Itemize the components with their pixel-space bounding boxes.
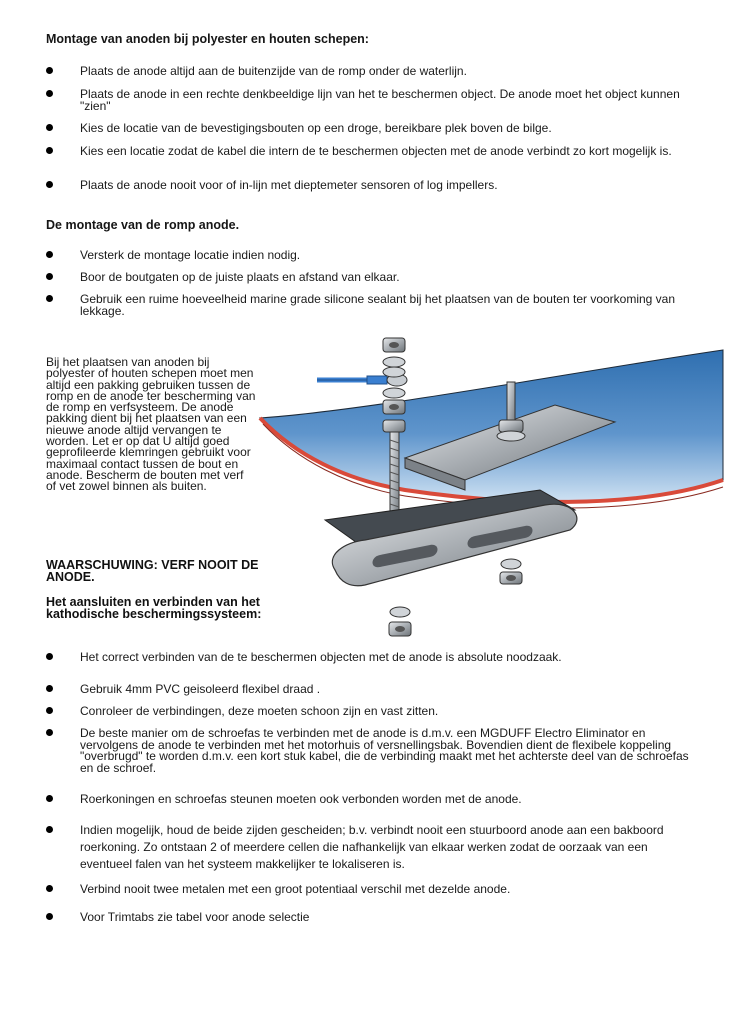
list-item: Kies de locatie van de bevestigingsbouten op een droge, bereikbare plek boven de bilge. [46, 123, 696, 146]
bullet-icon [46, 124, 53, 131]
bullet-icon [46, 67, 53, 74]
bullet-list-kathodisch [46, 652, 696, 934]
list-item: Boor de boutgaten op de juiste plaats en afstand van elkaar. [46, 272, 696, 294]
section-heading-polyester: Montage van anoden bij polyester en houten schepen: [46, 32, 369, 46]
bullet-icon [46, 826, 53, 833]
section-heading-romp-anode: De montage van de romp anode. [46, 218, 240, 232]
list-item: Kies een locatie zodat de kabel die intern de te beschermen objecten met de anode verbindt zo kort mogelijk is. [46, 146, 696, 180]
bullet-list-polyester [46, 66, 696, 203]
list-item: Versterk de montage locatie indien nodig. [46, 250, 696, 272]
list-item: Conroleer de verbindingen, deze moeten schoon zijn en vast zitten. [46, 706, 696, 728]
warning-text: WAARSCHUWING: VERF NOOIT DE ANODE. [46, 558, 259, 584]
anode-mounting-illustration [255, 330, 725, 645]
bullet-icon [46, 885, 53, 892]
bullet-icon [46, 181, 53, 188]
section-heading-kathodisch: Het aansluiten en verbinden van het kathodische beschermingssysteem: [46, 595, 262, 621]
bullet-icon [46, 729, 53, 736]
list-item: Het correct verbinden van de te beschermen objecten met de anode is absolute noodzaak. [46, 652, 696, 684]
bullet-icon [46, 251, 53, 258]
list-item: Voor Trimtabs zie tabel voor anode selectie [46, 912, 696, 934]
bullet-icon [46, 295, 53, 302]
bullet-icon [46, 147, 53, 154]
bullet-icon [46, 273, 53, 280]
bullet-icon [46, 707, 53, 714]
list-item: De beste manier om de schroefas te verbinden met de anode is d.m.v. een MGDUFF Electro Eliminator en vervolgens de anode te verbinden met het motorhuis of versnellingsbak. Bovendien dient de flexibele koppeling "overbrugd" te worden d.m.v. een kort stuk kabel, die de verbinding maakt met het achterste deel van de schroefas en de schroef. [46, 728, 696, 794]
list-item: Gebruik 4mm PVC geisoleerd flexibel draad . [46, 684, 696, 706]
bullet-icon [46, 913, 53, 920]
list-item: Plaats de anode in een rechte denkbeeldige lijn van het te beschermen object. De anode moet het object kunnen "zien" [46, 89, 696, 123]
bullet-list-romp-anode [46, 250, 696, 324]
bullet-icon [46, 685, 53, 692]
bullet-icon [46, 795, 53, 802]
list-item: Verbind nooit twee metalen met een groot potentiaal verschil met dezelde anode. [46, 884, 696, 912]
list-item: Roerkoningen en schroefas steunen moeten ook verbonden worden met de anode. [46, 794, 696, 822]
list-item: Indien mogelijk, houd de beide zijden gescheiden; b.v. verbindt nooit een stuurboord anode aan een bakboord roerkoning. Zo ontstaan 2 of meerdere cellen die nafhankelijk van elkaar werken zodat de oorzaak van een eventueel falen van het systeem makkelijker te lokaliseren is. [46, 822, 696, 884]
list-item: Gebruik een ruime hoeveelheid marine grade silicone sealant bij het plaatsen van de bouten ter voorkoming van lekkage. [46, 294, 696, 324]
bullet-icon [46, 90, 53, 97]
list-item: Plaats de anode altijd aan de buitenzijde van de romp onder de waterlijn. [46, 66, 696, 89]
pakking-paragraph: Bij het plaatsen van anoden bij polyester of houten schepen moet men altijd een pakking gebruiken tussen de romp en de anode ter bescherming van de romp en verfsysteem. De anode pakking dient bij het plaatsen van een nieuwe anode altijd vervangen te worden. Let er op dat U altijd goed geprofileerde klemringen gebruikt voor maximaal contact tussen de bout en anode. Bescherm de bouten met verf of vet zowel binnen als buiten. [46, 355, 256, 494]
bullet-icon [46, 653, 53, 660]
list-item: Plaats de anode nooit voor of in-lijn met dieptemeter sensoren of log impellers. [46, 180, 696, 203]
